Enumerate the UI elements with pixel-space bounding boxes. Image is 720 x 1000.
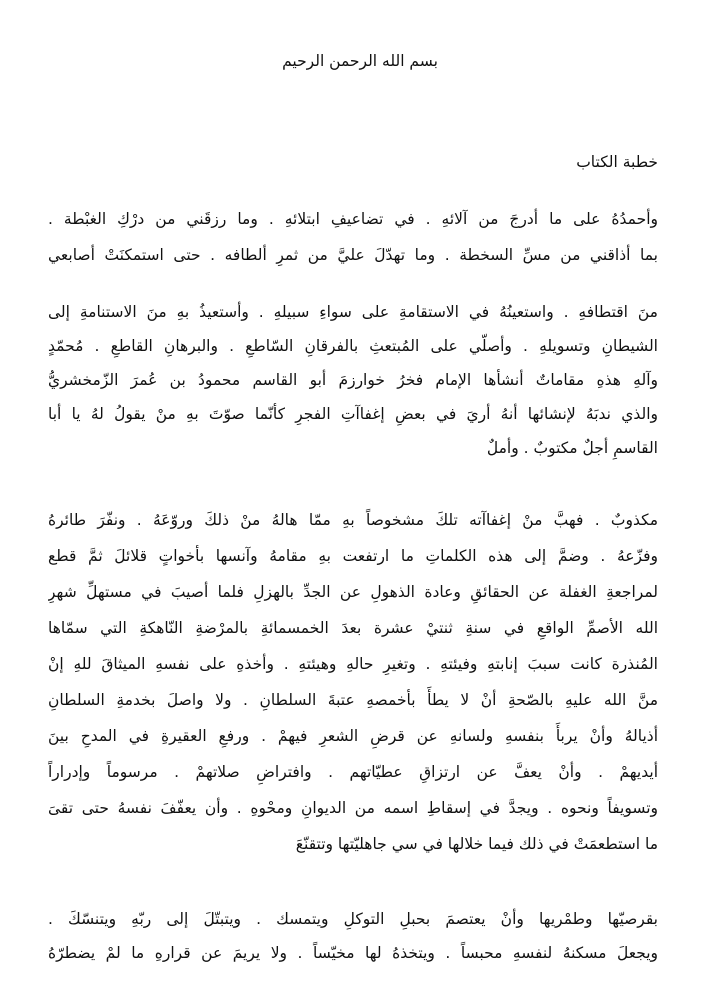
text-line: وفزّعهُ . وضمَّ إلى هذه الكلماتِ ما ارتفعت بهِ مقامهُ وآنسها بأخواتٍ قلائلَ ثمَّ قطع bbox=[48, 547, 658, 565]
text-line: منَ اقتطافهِ . واستعينُهُ في الاستقامةِ على سواءِ سبيلهِ . وأستعيذُ بهِ منَ الاستنامةِ إلى bbox=[48, 303, 658, 321]
text-line: وأحمدُهُ على ما أدرجَ من آلائهِ . في تضاعيفِ ابتلائهِ . وما رزقَني من درْكِ الغبْطة . bbox=[48, 210, 658, 228]
text-line: الشيطانِ وتسويلهِ . وأصلّي على المُبتعثِ بالفرقانِ السّاطعِ . والبرهانِ القاطعِ . مُحمّدٍ bbox=[48, 337, 658, 355]
text-line: لمراجعةِ الغفلة عن الحقائقِ وعادة الذهولِ عن الجدِّ بالهزلِ فلما أصيبَ في مستهلِّ شهرِ bbox=[48, 583, 658, 601]
text-line: أيديهمْ . وأنْ يعفَّ عن ارتزاقِ عطيّاتهم . وافتراضِ صلاتهمْ . مرسوماً وإدراراً bbox=[48, 763, 658, 781]
text-line: بما أذاقني من مسِّ السخطة . وما تهدّلَ عليَّ من ثمرِ ألطافه . حتى استمكنَتْ أصابعي bbox=[48, 246, 658, 264]
paragraph bbox=[48, 502, 658, 862]
text-line: ويجعلَ مسكنهُ لنفسهِ محبساً . ويتخذهُ لها مخيّساً . ولا يريمَ عن قرارهِ ما لمْ يضطرّهُ bbox=[48, 944, 658, 962]
text-line: والذي ندبَهُ لإنشائها أنهُ أريَ في بعضِ إغفاآتِ الفجرِ كأنّما صوّتَ بهِ منْ يقولُ لهُ يا أبا bbox=[48, 405, 658, 423]
text-line: ما استطعمَتْ في ذلك فيما خلالها في سي جاهليّتها وتتقنّعَ bbox=[295, 835, 658, 853]
text-line: القاسمِ أجلٌ مكتوبٌ . وأملٌ bbox=[486, 439, 658, 457]
text-line: المُنذرة كانت سببَ إنابتهِ وفيئتهِ . وتغيرِ حالهِ وهيئتهِ . وأخذهِ على نفسهِ الميثاقَ للهِ إنْ bbox=[48, 655, 658, 673]
text-line: الله الأصمِّ الواقعِ في سنةِ ثنتيْ عشرة بعدَ الخمسمائةِ بالمرْضةِ النّاهكةِ التي سمّاها bbox=[48, 619, 658, 637]
paragraph bbox=[48, 295, 658, 465]
text-line: وآلهِ هذهِ مقاماتٌ أنشأها الإمام فخرُ خوارزمَ أبو القاسم محمودُ بن عُمرَ الزّمخشريُّ bbox=[48, 371, 658, 389]
text-line: وتسويفاً ونحوه . ويجدَّ في إسقاطِ اسمه من الديوانِ ومحْوهِ . وأن يعفّفَ نفسهُ حتى تقىَ bbox=[48, 799, 658, 817]
text-line: مكذوبٌ . فهبَّ منْ إغفاآته تلكَ مشخوصاً بهِ ممّا هالهُ منْ ذلكَ وروّعَهُ . ونفّرَ طائرهُ bbox=[48, 511, 658, 529]
basmala-header: بسم الله الرحمن الرحيم bbox=[282, 52, 438, 70]
text-line: منَّ الله عليهِ بالصّحةِ أنْ لا يطأَ بأخمصهِ عتبةَ السلطانِ . ولا واصلَ بخدمةِ السلطانِ bbox=[48, 691, 658, 709]
paragraph bbox=[48, 201, 658, 273]
section-heading: خطبة الكتاب bbox=[576, 153, 658, 171]
text-line: بقرصيّها وطمْريها وأنْ يعتصمَ بحبلِ التوكلِ ويتمسك . ويتبتّلَ إلى ربّهِ ويتنسّكَ . bbox=[48, 910, 658, 928]
text-line: أذيالهُ وأنْ يربأَ بنفسهِ ولسانهِ عن قرضِ الشعرِ فيهمْ . ورفعِ العقيرةِ في المدحِ بينَ bbox=[48, 727, 658, 745]
paragraph bbox=[48, 902, 658, 970]
